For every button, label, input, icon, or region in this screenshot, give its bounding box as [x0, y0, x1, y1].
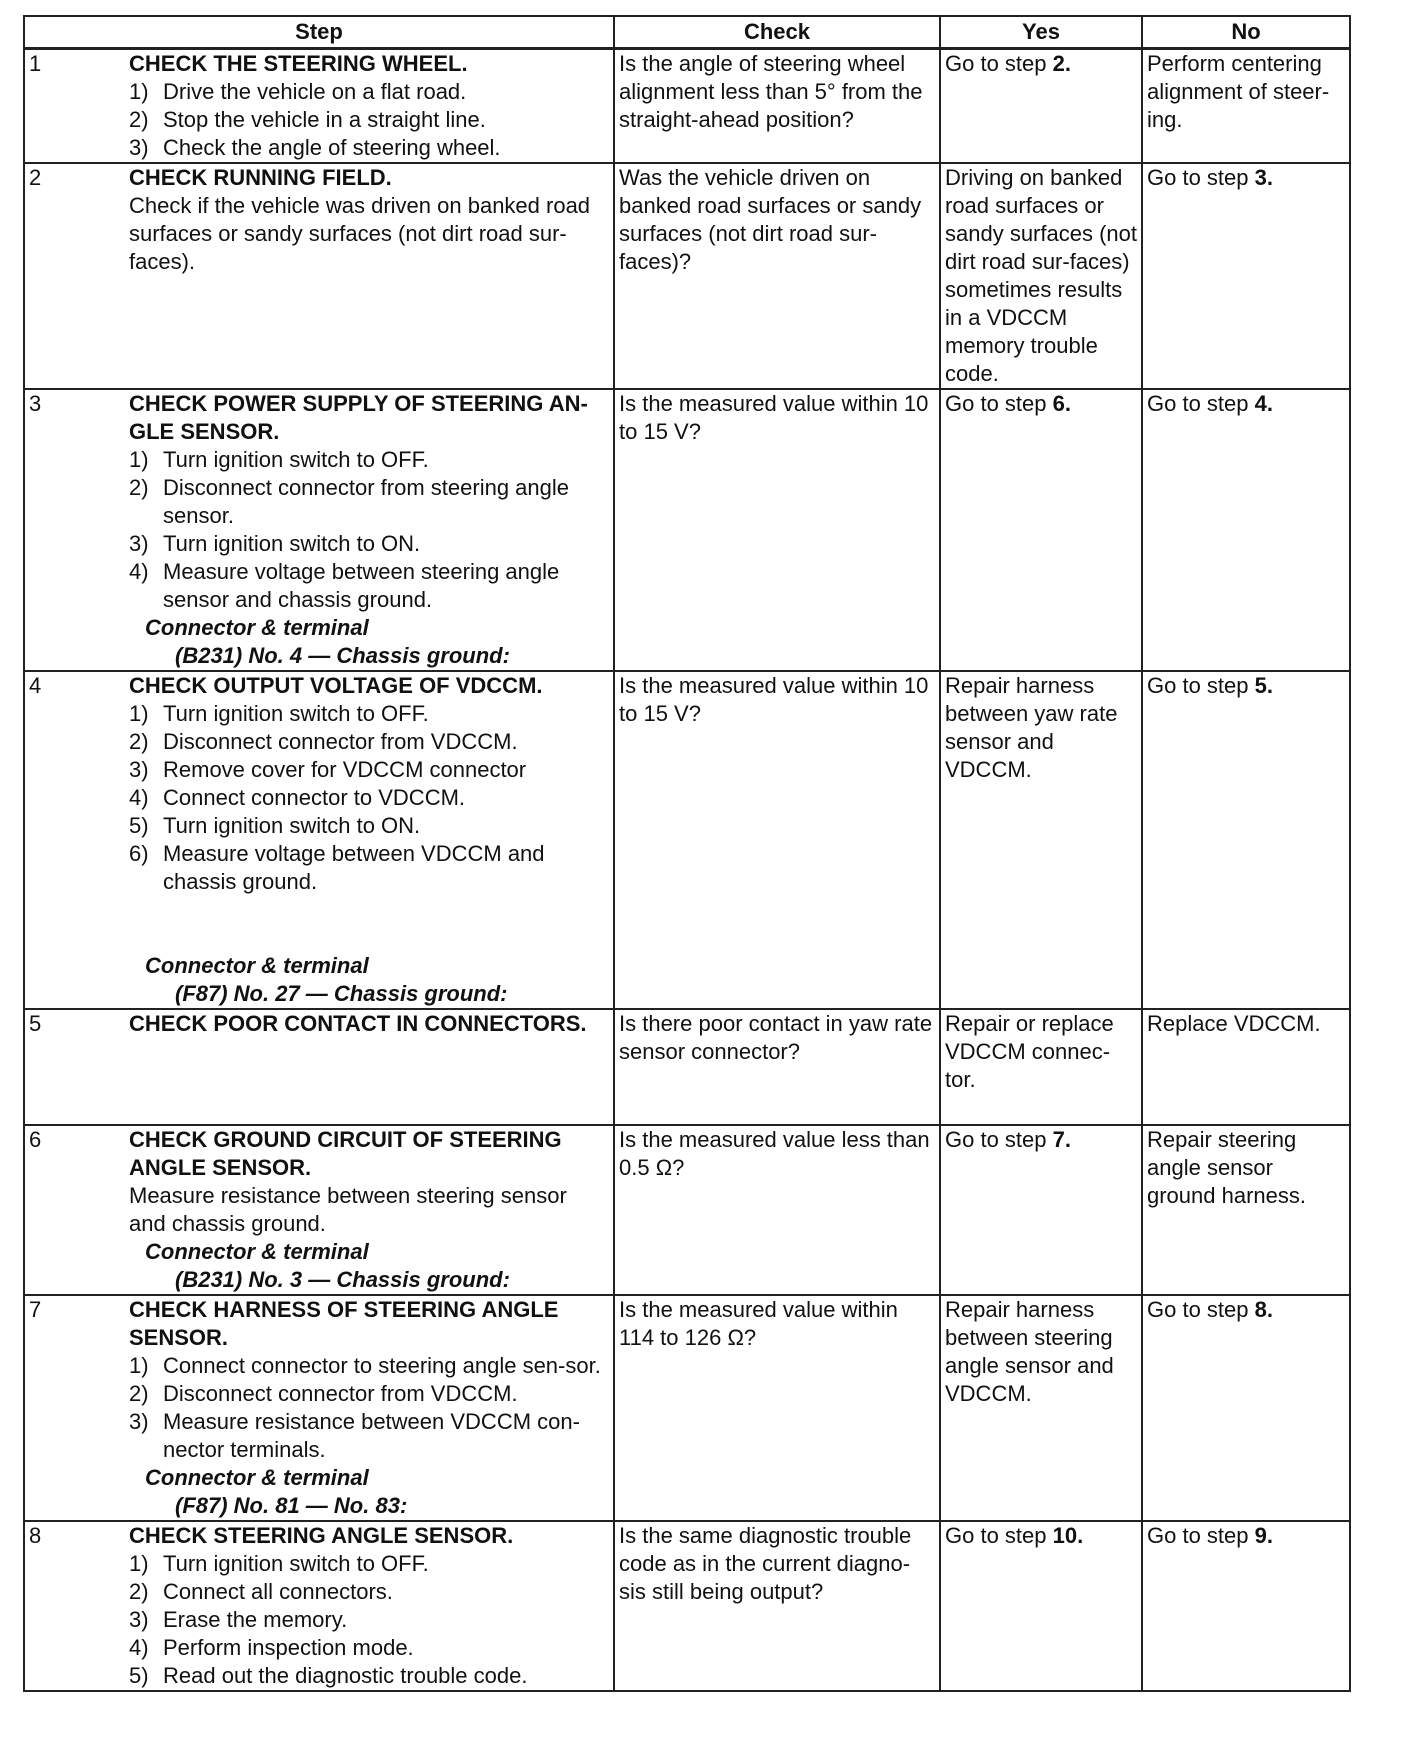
connector-label: Connector & terminal [145, 615, 369, 640]
list-item: 3) Check the angle of steering wheel. [129, 135, 501, 160]
table-row [24, 163, 1350, 389]
connector-label: Connector & terminal [145, 953, 369, 978]
step-body-text: Measure resistance between steering sensor and chassis ground. [129, 1183, 567, 1236]
header-check: Check [614, 16, 940, 49]
list-item: 2) Disconnect connector from VDCCM. [129, 729, 518, 754]
step-title: CHECK HARNESS OF STEERING ANGLE SENSOR. [129, 1297, 559, 1350]
yes-cell: Go to step 7. [940, 1125, 1142, 1295]
connector-label: Connector & terminal [145, 1239, 369, 1264]
no-cell: Go to step 5. [1142, 671, 1350, 1009]
table-row [24, 1009, 1350, 1125]
step-cell [24, 1295, 614, 1521]
table-row [24, 1521, 1350, 1691]
yes-cell: Repair harness between steering angle sensor and VDCCM. [940, 1295, 1142, 1521]
check-cell: Is the measured value within 10 to 15 V? [614, 389, 940, 671]
check-cell: Is the measured value within 114 to 126 Ω? [614, 1295, 940, 1521]
list-item: 5) Turn ignition switch to ON. [129, 813, 421, 838]
check-cell: Is the same diagnostic trouble code as in the current diagno-sis still being output? [614, 1521, 940, 1691]
step-number: 7 [29, 1297, 42, 1322]
step-number: 1 [29, 51, 42, 76]
list-item: 2) Disconnect connector from steering angle sensor. [129, 475, 569, 528]
step-body-text: Check if the vehicle was driven on banked road surfaces or sandy surfaces (not dirt road sur-faces). [129, 193, 591, 274]
list-item: 1) Turn ignition switch to OFF. [129, 1551, 429, 1576]
step-cell [24, 389, 614, 671]
yes-cell: Go to step 2. [940, 49, 1142, 164]
header-yes: Yes [940, 16, 1142, 49]
header-row [24, 16, 1350, 49]
yes-cell: Go to step 6. [940, 389, 1142, 671]
table-row [24, 1295, 1350, 1521]
step-title: CHECK OUTPUT VOLTAGE OF VDCCM. [129, 673, 543, 698]
table-row [24, 49, 1350, 164]
list-item: 1) Turn ignition switch to OFF. [129, 701, 429, 726]
step-title: CHECK GROUND CIRCUIT OF STEERING ANGLE SENSOR. [129, 1127, 562, 1180]
no-cell: Replace VDCCM. [1142, 1009, 1350, 1125]
step-title: CHECK STEERING ANGLE SENSOR. [129, 1523, 514, 1548]
connector-label: Connector & terminal [145, 1465, 369, 1490]
step-title: CHECK POWER SUPPLY OF STEERING AN-GLE SENSOR. [129, 391, 588, 444]
connector-terminal: (B231) No. 3 — Chassis ground: [175, 1267, 510, 1292]
no-cell: Perform centering alignment of steer-ing. [1142, 49, 1350, 164]
no-cell: Go to step 3. [1142, 163, 1350, 389]
check-cell: Is the angle of steering wheel alignment less than 5° from the straight-ahead position? [614, 49, 940, 164]
check-cell: Was the vehicle driven on banked road surfaces or sandy surfaces (not dirt road sur-faces)? [614, 163, 940, 389]
step-number: 8 [29, 1523, 42, 1548]
step-number: 6 [29, 1127, 42, 1152]
step-cell [24, 1009, 614, 1125]
header-no: No [1142, 16, 1350, 49]
list-item: 6) Measure voltage between VDCCM and chassis ground. [129, 841, 545, 894]
connector-terminal: (F87) No. 27 — Chassis ground: [175, 981, 508, 1006]
step-cell [24, 163, 614, 389]
list-item: 3) Measure resistance between VDCCM con-nector terminals. [129, 1409, 580, 1462]
connector-terminal: (F87) No. 81 — No. 83: [175, 1493, 408, 1518]
table-row [24, 389, 1350, 671]
yes-cell: Driving on banked road surfaces or sandy surfaces (not dirt road sur-faces) sometimes results in a VDCCM memory trouble code. [940, 163, 1142, 389]
list-item: 3) Turn ignition switch to ON. [129, 531, 421, 556]
list-item: 1) Connect connector to steering angle sen-sor. [129, 1353, 601, 1378]
check-cell: Is the measured value less than 0.5 Ω? [614, 1125, 940, 1295]
list-item: 3) Erase the memory. [129, 1607, 348, 1632]
step-title: CHECK RUNNING FIELD. [129, 165, 392, 190]
list-item: 2) Connect all connectors. [129, 1579, 393, 1604]
connector-terminal: (B231) No. 4 — Chassis ground: [175, 643, 510, 668]
no-cell: Go to step 8. [1142, 1295, 1350, 1521]
yes-cell: Go to step 10. [940, 1521, 1142, 1691]
step-title: CHECK POOR CONTACT IN CONNECTORS. [129, 1011, 587, 1036]
spacer [129, 896, 605, 952]
list-item: 4) Measure voltage between steering angle sensor and chassis ground. [129, 559, 560, 612]
step-title: CHECK THE STEERING WHEEL. [129, 51, 468, 76]
step-number: 4 [29, 673, 42, 698]
step-cell [24, 1125, 614, 1295]
list-item: 3) Remove cover for VDCCM connector [129, 757, 527, 782]
yes-cell: Repair harness between yaw rate sensor and VDCCM. [940, 671, 1142, 1009]
list-item: 4) Perform inspection mode. [129, 1635, 414, 1660]
yes-cell: Repair or replace VDCCM connec-tor. [940, 1009, 1142, 1125]
list-item: 2) Disconnect connector from VDCCM. [129, 1381, 518, 1406]
header-step: Step [24, 16, 614, 49]
no-cell: Go to step 4. [1142, 389, 1350, 671]
step-number: 5 [29, 1011, 42, 1036]
list-item: 1) Turn ignition switch to OFF. [129, 447, 429, 472]
table-row [24, 671, 1350, 1009]
list-item: 2) Stop the vehicle in a straight line. [129, 107, 486, 132]
diagnostic-table [23, 15, 1351, 1692]
step-cell [24, 1521, 614, 1691]
step-number: 2 [29, 165, 42, 190]
list-item: 1) Drive the vehicle on a flat road. [129, 79, 467, 104]
table-row [24, 1125, 1350, 1295]
list-item: 4) Connect connector to VDCCM. [129, 785, 466, 810]
step-number: 3 [29, 391, 42, 416]
check-cell: Is the measured value within 10 to 15 V? [614, 671, 940, 1009]
list-item: 5) Read out the diagnostic trouble code. [129, 1663, 528, 1688]
step-cell [24, 671, 614, 1009]
step-cell [24, 49, 614, 164]
check-cell: Is there poor contact in yaw rate sensor connector? [614, 1009, 940, 1125]
no-cell: Go to step 9. [1142, 1521, 1350, 1691]
no-cell: Repair steering angle sensor ground harness. [1142, 1125, 1350, 1295]
